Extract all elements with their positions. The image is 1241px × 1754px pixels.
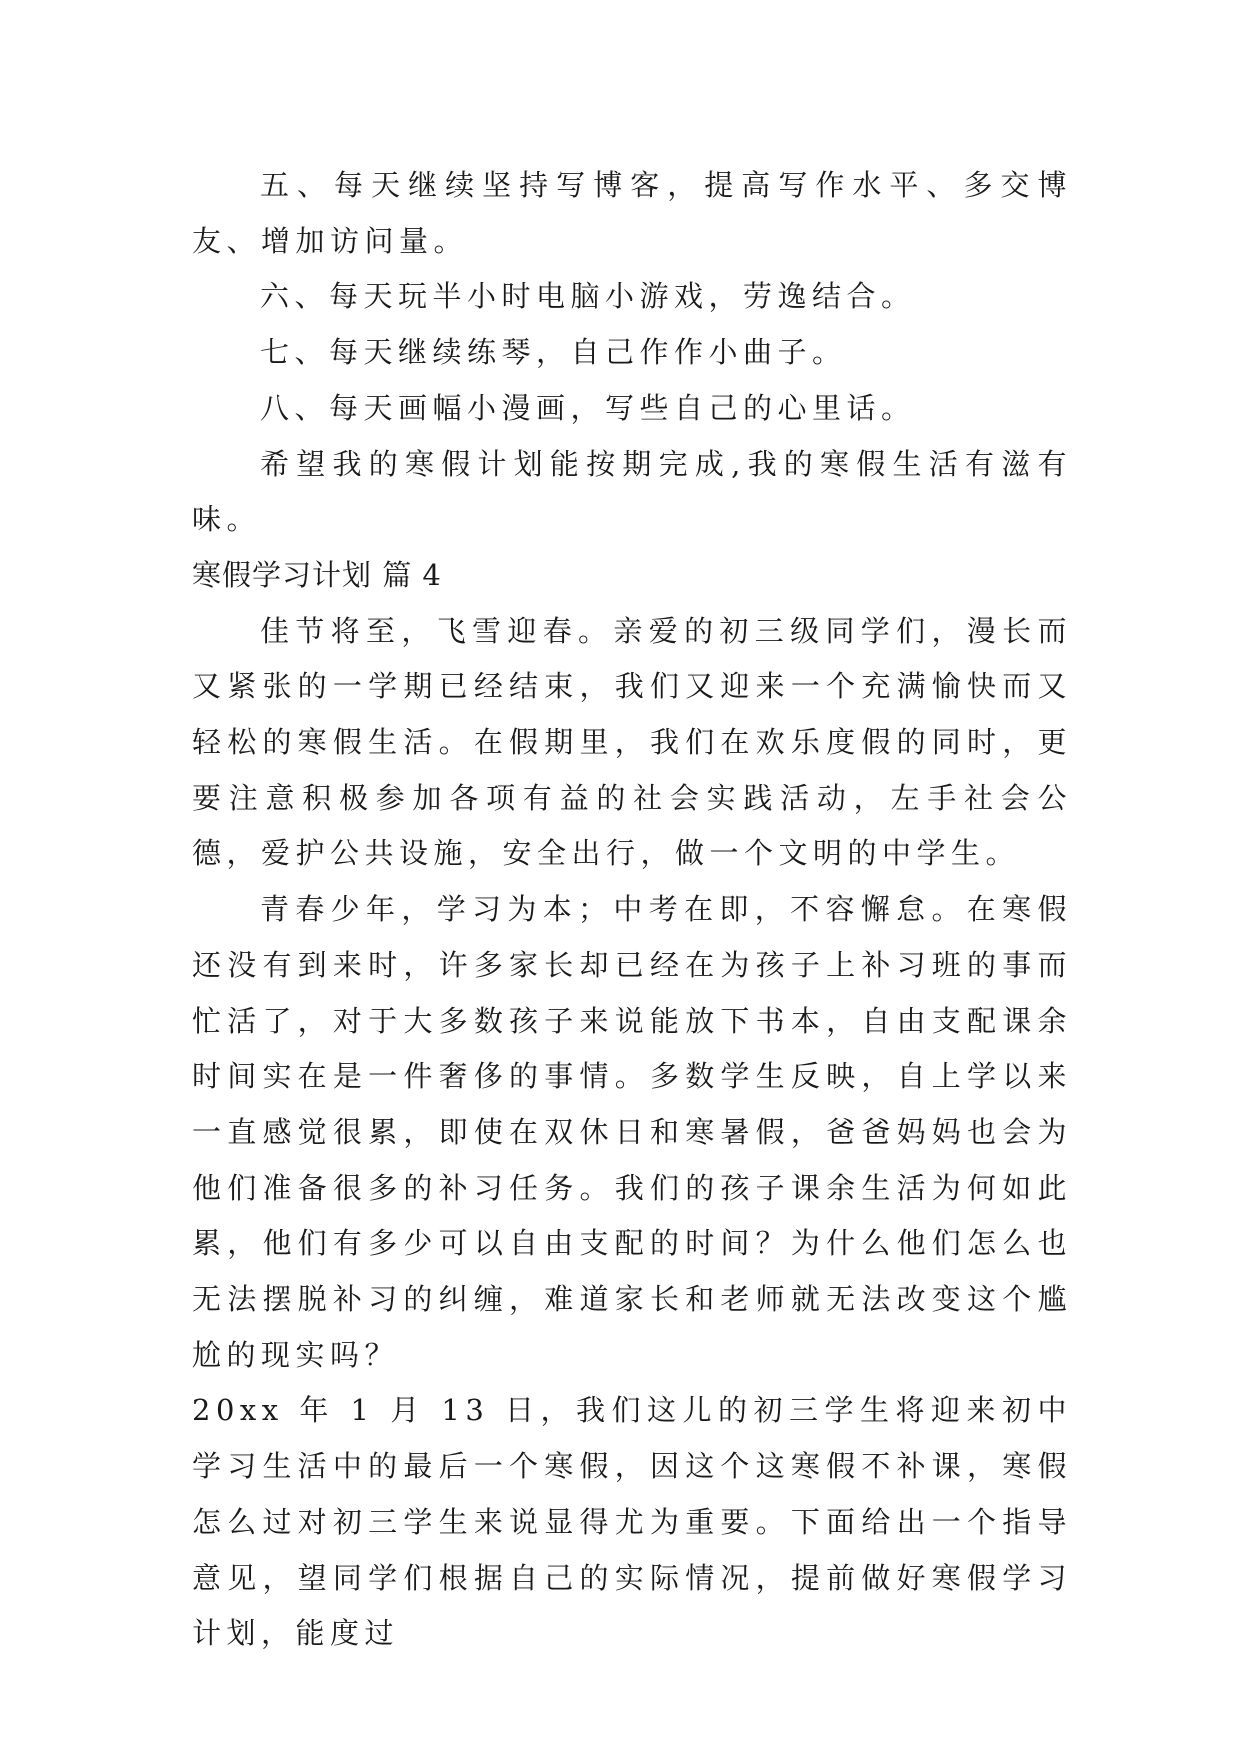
list-item-7: 七、每天继续练琴，自己作作小曲子。 (260, 335, 847, 370)
list-item-5: 五、每天继续坚持写博客，提高写作水平、多交博友、增加访问量。 (192, 168, 1072, 258)
list-item-8: 八、每天画幅小漫画，写些自己的心里话。 (260, 390, 916, 425)
closing-sentence: 希望我的寒假计划能按期完成,我的寒假生活有滋有味。 (192, 446, 1072, 537)
body-paragraph: 佳节将至，飞雪迎春。亲爱的初三级同学们，漫长而又紧张的一学期已经结束，我们又迎来一个充满愉快而又轻松的寒假生活。在假期里，我们在欢乐度假的同时，更要注意积极参加各项有益的社会实践活动，左手社会公德，爱护公共设施，安全出行，做一个文明的中学生。 (192, 613, 1072, 871)
list-item-6: 六、每天玩半小时电脑小游戏，劳逸结合。 (260, 279, 916, 314)
body-paragraph-final: 20xx 年 1 月 13 日，我们这儿的初三学生将迎来初中学习生活中的最后一个寒假，因这个这寒假不补课，寒假怎么过对初三学生来说显得尤为重要。下面给出一个指导意见，望同学们根据自己的实际情况，提前做好寒假学习计划，能度过 (192, 1393, 1072, 1651)
body-paragraph: 青春少年，学习为本；中考在即，不容懈怠。在寒假还没有到来时，许多家长却已经在为孩子上补习班的事而忙活了，对于大多数孩子来说能放下书本，自由支配课余时间实在是一件奢侈的事情。多数学生反映，自上学以来一直感觉很累，即使在双休日和寒暑假，爸爸妈妈也会为他们准备很多的补习任务。我们的孩子课余生活为何如此累，他们有多少可以自由支配的时间？为什么他们怎么也无法摆脱补习的纠缠，难道家长和老师就无法改变这个尴尬的现实吗？ (192, 892, 1072, 1372)
section-heading: 寒假学习计划 篇 4 (192, 557, 442, 592)
document-body (192, 158, 1072, 1662)
